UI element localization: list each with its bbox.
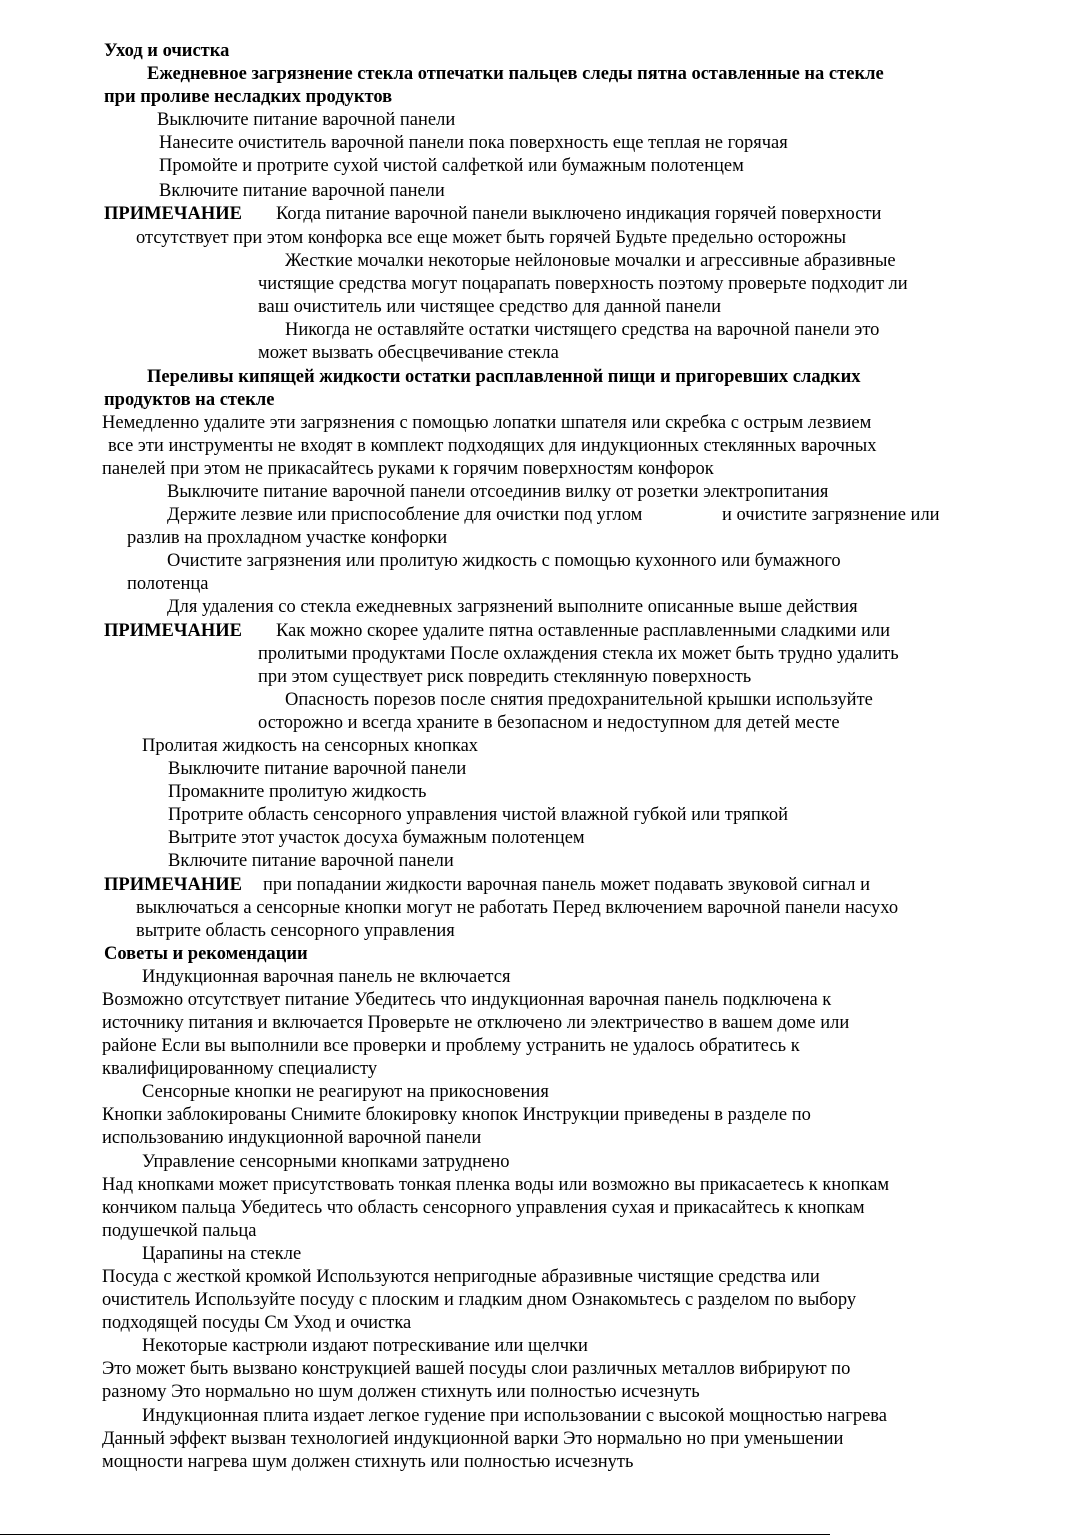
section-title-care: Уход и очистка — [104, 41, 230, 61]
daily-step: Промойте и протрите сухой чистой салфеткой или бумажным полотенцем — [159, 156, 744, 176]
note-text: вытрите область сенсорного управления — [136, 921, 455, 941]
tip-text: очиститель Используйте посуду с плоским и гладким дном Ознакомьтесь с разделом по выбору — [102, 1290, 857, 1310]
spill-heading: Пролитая жидкость на сенсорных кнопках — [142, 736, 479, 756]
tip-text: кончиком пальца Убедитесь что область сенсорного управления сухая и прикасайтесь к кнопкам — [102, 1198, 865, 1218]
tip-text: Это может быть вызвано конструкцией вашей посуды слои различных металлов вибрируют по — [102, 1359, 851, 1379]
footer-rule — [0, 1534, 830, 1535]
note-text: Жесткие мочалки некоторые нейлоновые мочалки и агрессивные абразивные — [285, 251, 896, 271]
note-text: Когда питание варочной панели выключено индикация горячей поверхности — [276, 204, 882, 224]
tip-heading: Управление сенсорными кнопками затруднено — [142, 1152, 510, 1172]
tip-text: Возможно отсутствует питание Убедитесь что индукционная варочная панель подключена к — [102, 990, 832, 1010]
daily-heading-line-1: Ежедневное загрязнение стекла отпечатки пальцев следы пятна оставленные на стекле — [147, 64, 884, 84]
note-text: чистящие средства могут поцарапать поверхность поэтому проверьте подходит ли — [258, 274, 908, 294]
tip-text: Данный эффект вызван технологией индукционной варки Это нормально но при уменьшении — [102, 1429, 844, 1449]
note-text: ваш очиститель или чистящее средство для данной панели — [258, 297, 722, 317]
note-text: при попадании жидкости варочная панель может подавать звуковой сигнал и — [263, 875, 870, 895]
note-text: отсутствует при этом конфорка все еще может быть горячей Будьте предельно осторожны — [136, 228, 847, 248]
tip-text: квалифицированному специалисту — [102, 1059, 378, 1079]
tip-text: районе Если вы выполнили все проверки и проблему устранить не удалось обратитесь к — [102, 1036, 800, 1056]
tip-heading: Индукционная плита издает легкое гудение при использовании с высокой мощностью нагрева — [142, 1406, 888, 1426]
note-label: ПРИМЕЧАНИЕ — [104, 204, 242, 224]
boil-intro: панелей при этом не прикасайтесь руками к горячим поверхностям конфорок — [102, 459, 714, 479]
tip-text: Кнопки заблокированы Снимите блокировку кнопок Инструкции приведены в разделе по — [102, 1105, 811, 1125]
spill-step: Протрите область сенсорного управления чистой влажной губкой или тряпкой — [168, 805, 788, 825]
daily-step: Включите питание варочной панели — [159, 181, 445, 201]
boil-intro: Немедленно удалите эти загрязнения с помощью лопатки шпателя или скребка с острым лезвием — [102, 413, 872, 433]
daily-heading-line-2: при проливе несладких продуктов — [104, 87, 393, 107]
tip-text: разному Это нормально но шум должен стихнуть или полностью исчезнуть — [102, 1382, 700, 1402]
note-text: Как можно скорее удалите пятна оставленные расплавленными сладкими или — [276, 621, 891, 641]
note-text: при этом существует риск повредить стеклянную поверхность — [258, 667, 752, 687]
note-text: может вызвать обесцвечивание стекла — [258, 343, 559, 363]
boil-step: Выключите питание варочной панели отсоединив вилку от розетки электропитания — [167, 482, 829, 502]
tip-text: мощности нагрева шум должен стихнуть или полностью исчезнуть — [102, 1452, 634, 1472]
spill-step: Вытрите этот участок досуха бумажным полотенцем — [168, 828, 585, 848]
spill-step: Включите питание варочной панели — [168, 851, 454, 871]
boil-step: разлив на прохладном участке конфорки — [127, 528, 448, 548]
note-label: ПРИМЕЧАНИЕ — [104, 875, 242, 895]
daily-step: Нанесите очиститель варочной панели пока поверхность еще теплая не горячая — [159, 133, 788, 153]
tip-text: Над кнопками может присутствовать тонкая пленка воды или возможно вы прикасаетесь к кнопкам — [102, 1175, 890, 1195]
tip-heading: Сенсорные кнопки не реагируют на прикосновения — [142, 1082, 549, 1102]
note-text: пролитыми продуктами После охлаждения стекла их может быть трудно удалить — [258, 644, 899, 664]
note-text: Опасность порезов после снятия предохранительной крышки используйте — [285, 690, 873, 710]
daily-step: Выключите питание варочной панели — [157, 110, 456, 130]
note-label: ПРИМЕЧАНИЕ — [104, 621, 242, 641]
boil-heading-line-2: продуктов на стекле — [104, 390, 275, 410]
section-title-tips: Советы и рекомендации — [104, 944, 308, 964]
boil-step: и очистите загрязнение или — [722, 505, 940, 525]
tip-heading: Царапины на стекле — [142, 1244, 302, 1264]
boil-intro: все эти инструменты не входят в комплект подходящих для индукционных стеклянных варочных — [108, 436, 877, 456]
note-text: осторожно и всегда храните в безопасном и недоступном для детей месте — [258, 713, 840, 733]
spill-step: Выключите питание варочной панели — [168, 759, 467, 779]
note-text: выключаться а сенсорные кнопки могут не работать Перед включением варочной панели насухо — [136, 898, 899, 918]
boil-step: Для удаления со стекла ежедневных загрязнений выполните описанные выше действия — [167, 597, 858, 617]
tip-text: Посуда с жесткой кромкой Используются непригодные абразивные чистящие средства или — [102, 1267, 820, 1287]
tip-text: источнику питания и включается Проверьте не отключено ли электричество в вашем доме или — [102, 1013, 850, 1033]
boil-heading-line-1: Переливы кипящей жидкости остатки расплавленной пищи и пригоревших сладких — [147, 367, 861, 387]
tip-text: подушечкой пальца — [102, 1221, 257, 1241]
spill-step: Промакните пролитую жидкость — [168, 782, 427, 802]
boil-step: Очистите загрязнения или пролитую жидкость с помощью кухонного или бумажного — [167, 551, 841, 571]
boil-step: Держите лезвие или приспособление для очистки под углом — [167, 505, 643, 525]
boil-step: полотенца — [127, 574, 209, 594]
tip-text: использованию индукционной варочной панели — [102, 1128, 482, 1148]
tip-heading: Индукционная варочная панель не включается — [142, 967, 511, 987]
tip-heading: Некоторые кастрюли издают потрескивание или щелчки — [142, 1336, 588, 1356]
note-text: Никогда не оставляйте остатки чистящего средства на варочной панели это — [285, 320, 880, 340]
tip-text: подходящей посуды См Уход и очистка — [102, 1313, 412, 1333]
